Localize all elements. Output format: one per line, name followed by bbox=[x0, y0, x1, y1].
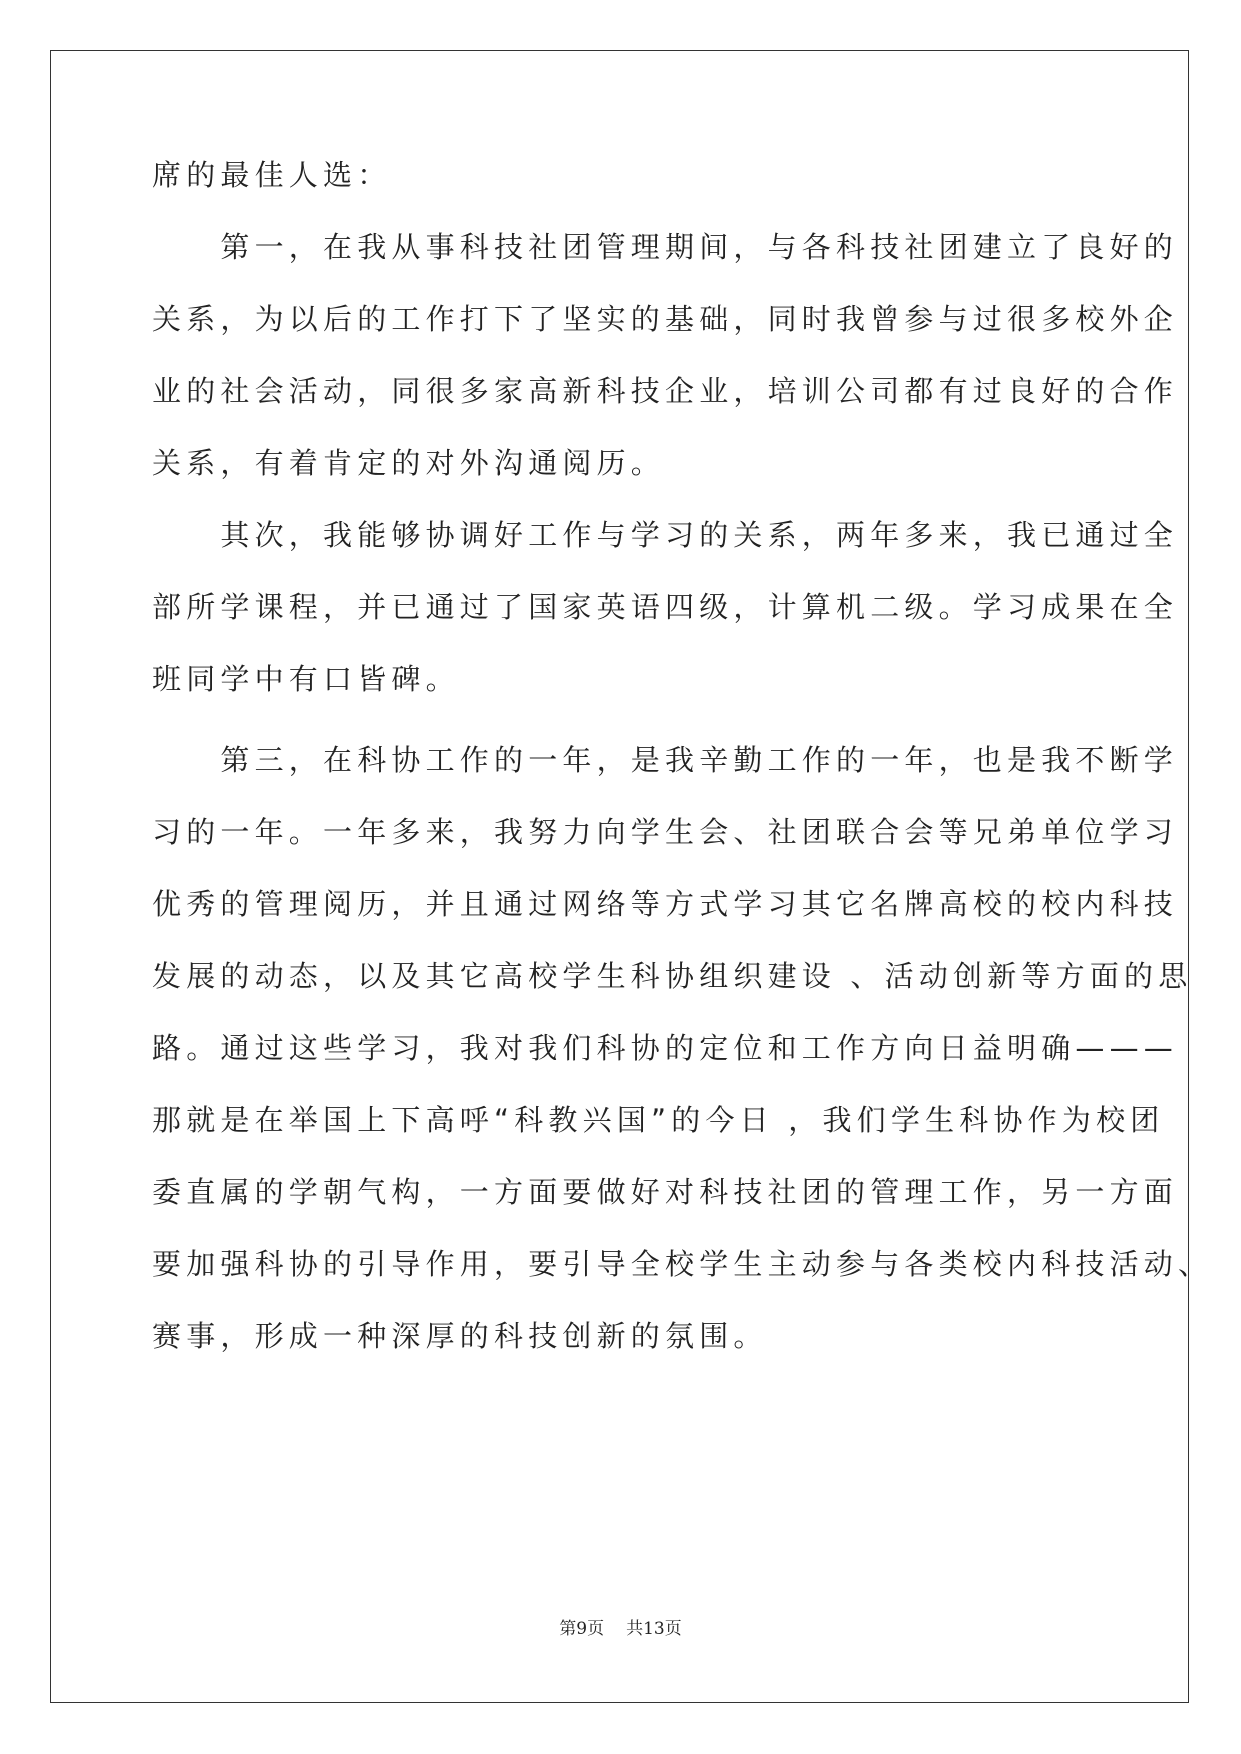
page-footer bbox=[0, 1618, 1241, 1640]
text-line: 优秀的管理阅历，并且通过网络等方式学习其它名牌高校的校内科技 bbox=[152, 887, 1179, 921]
text-line: 部所学课程，并已通过了国家英语四级，计算机二级。学习成果在全 bbox=[152, 590, 1179, 624]
text-line: 班同学中有口皆碑。 bbox=[152, 662, 460, 696]
page-number: 第9页 bbox=[559, 1619, 605, 1639]
text-line: 第三，在科协工作的一年，是我辛勤工作的一年，也是我不断学 bbox=[152, 743, 1179, 777]
text-line: 委直属的学朝气构，一方面要做好对科技社团的管理工作，另一方面 bbox=[152, 1175, 1179, 1209]
text-line: 席的最佳人选： bbox=[152, 158, 392, 192]
text-line: 路。通过这些学习，我对我们科协的定位和工作方向日益明确——— bbox=[152, 1031, 1179, 1065]
page-total: 共13页 bbox=[626, 1619, 682, 1639]
text-line: 发展的动态，以及其它高校学生科协组织建设 、活动创新等方面的思 bbox=[152, 959, 1193, 993]
page-frame bbox=[50, 50, 1189, 1703]
text-line: 习的一年。一年多来，我努力向学生会、社团联合会等兄弟单位学习 bbox=[152, 815, 1179, 849]
text-line: 那就是在举国上下高呼“科教兴国”的今日 ，我们学生科协作为校团 bbox=[152, 1103, 1165, 1137]
text-line: 业的社会活动，同很多家高新科技企业，培训公司都有过良好的合作 bbox=[152, 374, 1179, 408]
text-line: 关系，有着肯定的对外沟通阅历。 bbox=[152, 446, 666, 480]
text-line: 第一，在我从事科技社团管理期间，与各科技社团建立了良好的 bbox=[152, 230, 1179, 264]
text-line: 其次，我能够协调好工作与学习的关系，两年多来，我已通过全 bbox=[152, 518, 1179, 552]
text-line: 要加强科协的引导作用，要引导全校学生主动参与各类校内科技活动、 bbox=[152, 1247, 1213, 1281]
text-line: 关系，为以后的工作打下了坚实的基础，同时我曾参与过很多校外企 bbox=[152, 302, 1179, 336]
text-line: 赛事，形成一种深厚的科技创新的氛围。 bbox=[152, 1319, 768, 1353]
